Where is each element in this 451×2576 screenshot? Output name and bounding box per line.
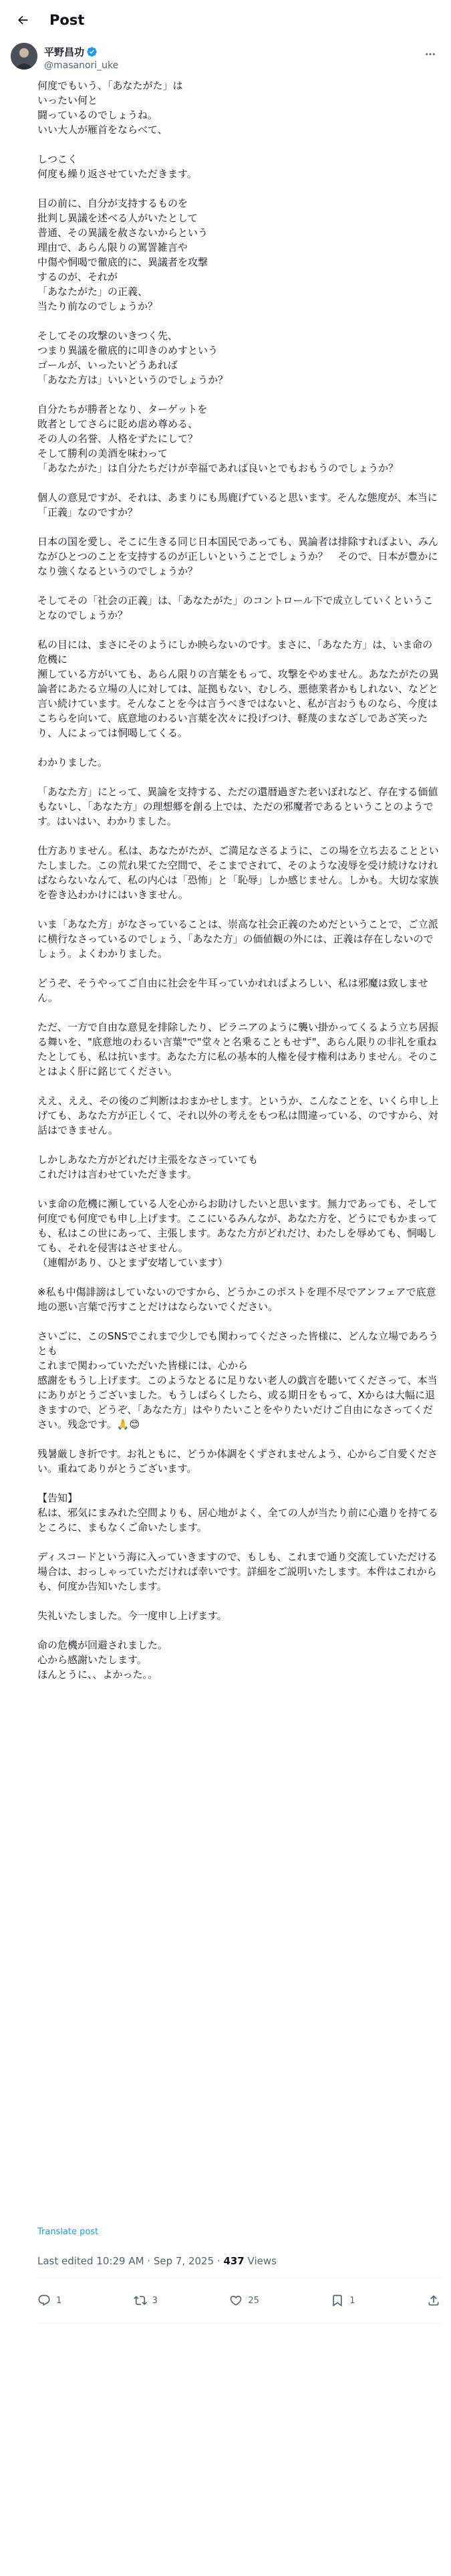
- divider: [37, 2323, 440, 2324]
- reply-count: 1: [56, 2295, 62, 2306]
- post-paragraph: 仕方ありません。私は、あなたがたが、ご満足なさるように、この場を立ち去ることといたしました。この荒れ果てた空間で、そこまでされて、そのような凌辱を受け続けなければならないなんて、私の内心は「恐怖」と「恥辱」しか感じません。しかも。大切な家族を巻き込わかけにはいきません。: [37, 845, 439, 901]
- views-count: 437: [223, 2255, 245, 2267]
- share-icon: [427, 2294, 440, 2307]
- heart-icon: [229, 2294, 243, 2307]
- post-paragraph: いま「あなた方」がなさっていることは、崇高な社会正義のためだということで、ご立派に横行なさっているのでしょう、「あなた方」の価値観の外には、正義は存在しないのでしょう。よくわかりました。: [37, 918, 438, 960]
- more-options-button[interactable]: [420, 44, 440, 64]
- post-paragraph: ※私も中傷誹謗はしていないのですから、どうかこのポストを理不尽でアンフェアで底意地の悪い言葉で汚すことだけはならないでください。: [37, 1286, 436, 1313]
- author-names: [44, 45, 118, 71]
- post-paragraph: さいごに、このSNSでこれまで少しでも関わってくださった皆様に、どんな立場であろうとも これまで関わっていただいた皆様には、心から 感謝をもうし上げます。このようなとるに足りない老人の戯言を聴いてくださって、本当にありがとうございました。もうしばらくしたら、或る期日をもって、Xからは大幅に退きますので、どうぞ、「あなた方」はやりたいことをやりたいだけご自由になさってください。残念です。🙏😊: [37, 1330, 439, 1430]
- author-handle[interactable]: @masanori_uke: [44, 60, 119, 71]
- back-button[interactable]: [11, 8, 35, 32]
- post-paragraph: ただ、一方で自由な意見を排除したり、ピラニアのように襲い掛かってくるよう立ち居振る舞いを、"底意地のわるい言葉"で"堂々と名乗ることもせず"、あらん限りの非礼を重ねたとしても、私は抗います。あなた方に私の基本的人権を侵す権利はありません。そのことはよく肝に銘じてください。: [37, 1021, 439, 1077]
- post-paragraph: 命の危機が回避されました。 心から感謝いたします。 ほんとうに、、よかった。。: [37, 1639, 168, 1681]
- like-button[interactable]: [229, 2294, 259, 2307]
- page-title: Post: [49, 12, 85, 28]
- avatar[interactable]: [11, 43, 37, 70]
- verified-badge-icon: [86, 46, 98, 58]
- post-paragraph: 残暑厳しき折です。お礼ともに、どうか体調をくずされませんよう、心からご自愛ください。重ねてありがとうございます。: [37, 1448, 438, 1475]
- post-paragraph: 自分たちが勝者となり、ターゲットを 敗者としてさらに貶め虐め尊める、 その人の名誉、人格をずたにして？ そして勝利の美酒を味わって 「あなたがた」は自分たちだけが幸福であれば良いとでもおもうのでしょうか？: [37, 403, 399, 474]
- post-paragraph: ええ、ええ、その後のご判断はおまかせします。というか、こんなことを、いくら申し上げても、あなた方が正しくて、それ以外の考えをもつ私は間違っている、のですから、対話はできません。: [37, 1095, 439, 1136]
- repost-icon: [134, 2294, 147, 2307]
- post-paragraph: わかりました。: [37, 756, 108, 768]
- action-bar: [37, 2286, 440, 2315]
- post-paragraph: どうぞ、そうやってご自由に社会を牛耳っていかれればよろしい、私は邪魔は致しません。: [37, 977, 428, 1004]
- share-button[interactable]: [427, 2294, 440, 2307]
- views-label: Views: [244, 2255, 277, 2267]
- post-paragraph: 何度でもいう、「あなたがた」は いったい何と 闘っているのでしょうね。 いい大人が雁首をならべて、: [37, 80, 183, 136]
- reply-icon: [37, 2294, 51, 2307]
- author-name-row: [44, 45, 118, 59]
- repost-count: 3: [152, 2295, 158, 2306]
- bookmark-icon: [331, 2294, 344, 2307]
- post-paragraph: しかしあなた方がどれだけ主張をなさっていても これだけは言わせていただきます。: [37, 1154, 259, 1180]
- arrow-left-icon: [16, 13, 29, 27]
- author-name[interactable]: 平野昌功: [44, 45, 85, 58]
- post-paragraph: そしてその「社会の正義」は、「あなたがた」のコントロール下で成立していくということなのでしょうか？: [37, 595, 434, 621]
- author-block: [37, 43, 438, 72]
- post-text: [37, 78, 440, 1682]
- post-paragraph: 【告知】 私は、邪気にまみれた空間よりも、居心地がよく、全ての人が当たり前に心遣りを持てるところに、まもなくご命いたします。: [37, 1492, 438, 1533]
- post-paragraph: ディスコードという海に入っていきますので、もしも、これまで通り交流していただける場合は、おっしゃっていただければ幸いです。詳細をご説明いたします。本件はこれからも、何度か告知いたします。: [37, 1551, 438, 1592]
- post-paragraph: いま命の危機に瀕している人を心からお助けしたいと思います。無力であっても、そして何度でも何度でも申し上げます。ここにいるみんなが、あなた方を、どうにでもかまっても、私はこの世にあって、主張します。あなた方がどれだけ、わたしを辱めても、恫喝しても、それを侵害はさせません。 （連帽があり、ひとまず安堵しています）: [37, 1198, 438, 1269]
- translate-post-link[interactable]: Translate post: [37, 2227, 99, 2237]
- top-bar: [0, 0, 451, 40]
- post-meta: [37, 2255, 277, 2267]
- post-paragraph: 失礼いたしました。今一度申し上げます。: [37, 1610, 227, 1622]
- post-paragraph: 日本の国を愛し、そこに生きる同じ日本国民であっても、異論者は排除すればよい、みんながひとつのことを支持するのが正しいということでしょうか？ そので、日本が豊かになり強くなるというのでしょうか？: [37, 536, 438, 577]
- post-paragraph: そしてその攻撃のいきつく先、 つまり異議を徹底的に叩きのめすという ゴールが、いったいどうあれば 「あなた方は」いいというのでしょうか？: [37, 330, 229, 386]
- post-paragraph: しつこく 何度も繰り返させていただきます。: [37, 153, 197, 180]
- post-paragraph: 目の前に、自分が支持するものを 批判し異議を述べる人がいたとして 普通、その異議を赦さないからという 理由で、あらん限りの罵詈雑言や 中傷や恫喝で徹底的に、異議者を攻撃 するのが、それが 「あなたがた」の正義、 当たり前なのでしょうか？: [37, 197, 208, 312]
- post-paragraph: 私の目には、まさにそのようにしか映らないのです。まさに、「あなた方」は、いま命の危機に 瀕している方がいても、あらん限りの言葉をもって、攻撃をやめません。あなたがたの異論者にあたる立場の人に対しては、証拠もない、むしろ、悪徳業者かもしれない、などと言い続けています。そんなことを今は言うべきではないと、私が言おうものなら、今度はこちらを向いて、底意地のわるい言葉を次々に投げつけ、軽蔑のまなざしであざ笑ったり、人によっては恫喝してくる。: [37, 639, 439, 739]
- post-paragraph: 「あなた方」にとって、異論を支持する、ただの還暦過ぎた老いぼれなど、存在する価値もないし、「あなた方」の理想郷を創る上では、ただの邪魔者であるということのようです。はいはい、わかりました。: [37, 786, 438, 827]
- bookmark-button[interactable]: [331, 2294, 355, 2307]
- ellipsis-icon: [424, 48, 436, 60]
- post-paragraph: 個人の意見ですが、それは、あまりにも馬鹿げていると思います。そんな態度が、本当に「正義」なのですか？: [37, 492, 438, 518]
- reply-button[interactable]: [37, 2294, 61, 2307]
- avatar-image: [11, 43, 37, 70]
- edited-timestamp[interactable]: Last edited 10:29 AM · Sep 7, 2025 ·: [37, 2255, 224, 2267]
- like-count: 25: [248, 2295, 259, 2306]
- repost-button[interactable]: [134, 2294, 158, 2307]
- bookmark-count: 1: [349, 2295, 355, 2306]
